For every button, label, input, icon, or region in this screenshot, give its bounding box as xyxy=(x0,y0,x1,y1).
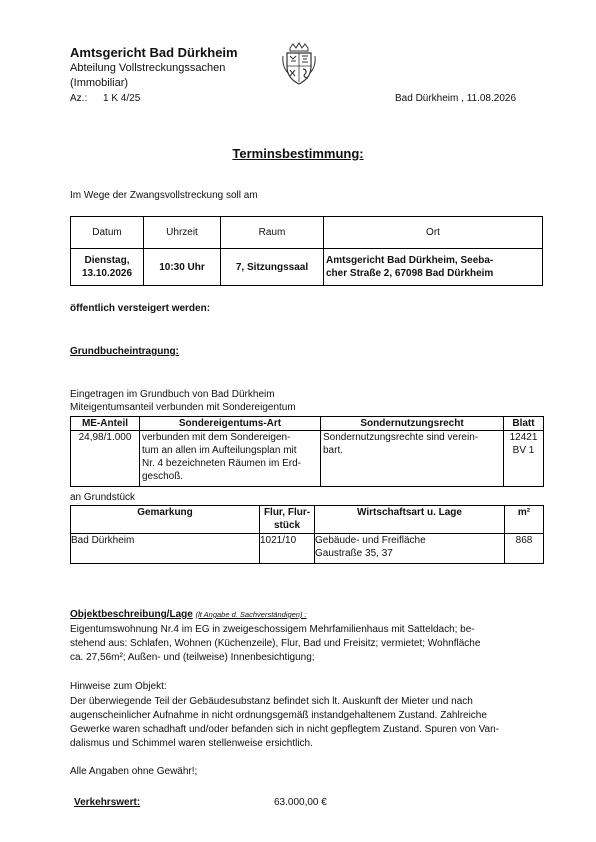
share-cell: 24,98/1.000 xyxy=(71,431,140,487)
col-header-usage-right: Sondernutzungsrecht xyxy=(321,417,504,431)
place-date: Bad Dürkheim , 11.08.2026 xyxy=(395,93,517,104)
department-line2: (Immobiliar) xyxy=(70,77,129,89)
col-header-usage-location: Wirtschaftsart u. Lage xyxy=(315,506,505,534)
col-header-district: Gemarkung xyxy=(71,506,260,534)
col-header-property-type: Sondereigentums-Art xyxy=(140,417,321,431)
appointment-room: 7, Sitzungssaal xyxy=(221,249,324,286)
appointment-time: 10:30 Uhr xyxy=(144,249,221,286)
market-value-label: Verkehrswert: xyxy=(74,797,141,808)
notes-text: Der überwiegende Teil der Gebäudesubstanz befindet sich lt. Auskunft der Mieter und nach augenscheinlicher Aufnahme in nicht ordnungsgemäß instandgehaltenem Zustand. Zahlreiche Gewerke waren schadhaft und/oder befanden sich in nicht gepflegtem Zustand. Spuren von Van- dalismus und Schimmel waren stellenweise ersichtlich. xyxy=(70,696,499,749)
coat-of-arms-icon xyxy=(281,42,317,86)
department-line1: Abteilung Vollstreckungssachen xyxy=(70,62,226,74)
sheet-cell: 12421 BV 1 xyxy=(504,431,544,487)
object-description: Eigentumswohnung Nr.4 im EG in zweigeschossigem Mehrfamilienhaus mit Satteldach; be- stehend aus: Schlafen, Wohnen (Küchenzeile), Flur, Bad und Freisitz; vermietet; Wohnfläche ca. 27,56m²; Außen- und (teilweise) Innenbesichtigung; xyxy=(70,624,481,663)
parcel-cell: 1021/10 xyxy=(260,534,315,564)
col-header-area: m² xyxy=(505,506,544,534)
appointment-place: Amtsgericht Bad Dürkheim, Seeba- cher Straße 2, 67098 Bad Dürkheim xyxy=(324,249,543,286)
az-label: Az.: xyxy=(70,93,88,104)
disclaimer: Alle Angaben ohne Gewähr!; xyxy=(70,766,198,777)
notes-heading: Hinweise zum Objekt: xyxy=(70,681,167,692)
usage-location-cell: Gebäude- und Freifläche Gaustraße 35, 37 xyxy=(315,534,505,564)
object-heading-line xyxy=(70,609,307,620)
market-value: 63.000,00 € xyxy=(274,797,327,808)
col-header-parcel: Flur, Flur- stück xyxy=(260,506,315,534)
district-cell: Bad Dürkheim xyxy=(71,534,260,564)
area-cell: 868 xyxy=(505,534,544,564)
appointment-table xyxy=(70,216,543,286)
plot-table xyxy=(70,505,544,564)
object-heading-note: (lt Angabe d. Sachverständigen) : xyxy=(195,610,307,619)
col-header-date: Datum xyxy=(71,217,144,249)
usage-right-cell: Sondernutzungsrechte sind verein- bart. xyxy=(321,431,504,487)
property-type-cell: verbunden mit dem Sondereigen- tum an allen im Aufteilungsplan mit Nr. 4 bezeichneten Räumen im Erd- geschoß. xyxy=(140,431,321,487)
plot-label: an Grundstück xyxy=(70,492,136,503)
intro-text: Im Wege der Zwangsvollstreckung soll am xyxy=(70,190,258,201)
land-register-line2: Miteigentumsanteil verbunden mit Sondereigentum xyxy=(70,402,296,413)
auction-text: öffentlich versteigert werden: xyxy=(70,303,211,314)
land-register-line1: Eingetragen im Grundbuch von Bad Dürkheim xyxy=(70,389,275,400)
court-name: Amtsgericht Bad Dürkheim xyxy=(70,45,238,60)
land-register-heading: Grundbucheintragung: xyxy=(70,346,179,357)
appointment-date: Dienstag, 13.10.2026 xyxy=(71,249,144,286)
col-header-place: Ort xyxy=(324,217,543,249)
col-header-sheet: Blatt xyxy=(504,417,544,431)
col-header-time: Uhrzeit xyxy=(144,217,221,249)
object-heading: Objektbeschreibung/Lage xyxy=(70,609,193,620)
ownership-table xyxy=(70,416,544,487)
col-header-room: Raum xyxy=(221,217,324,249)
document-title: Terminsbestimmung: xyxy=(232,146,364,161)
az-value: 1 K 4/25 xyxy=(103,93,141,104)
col-header-share: ME-Anteil xyxy=(71,417,140,431)
